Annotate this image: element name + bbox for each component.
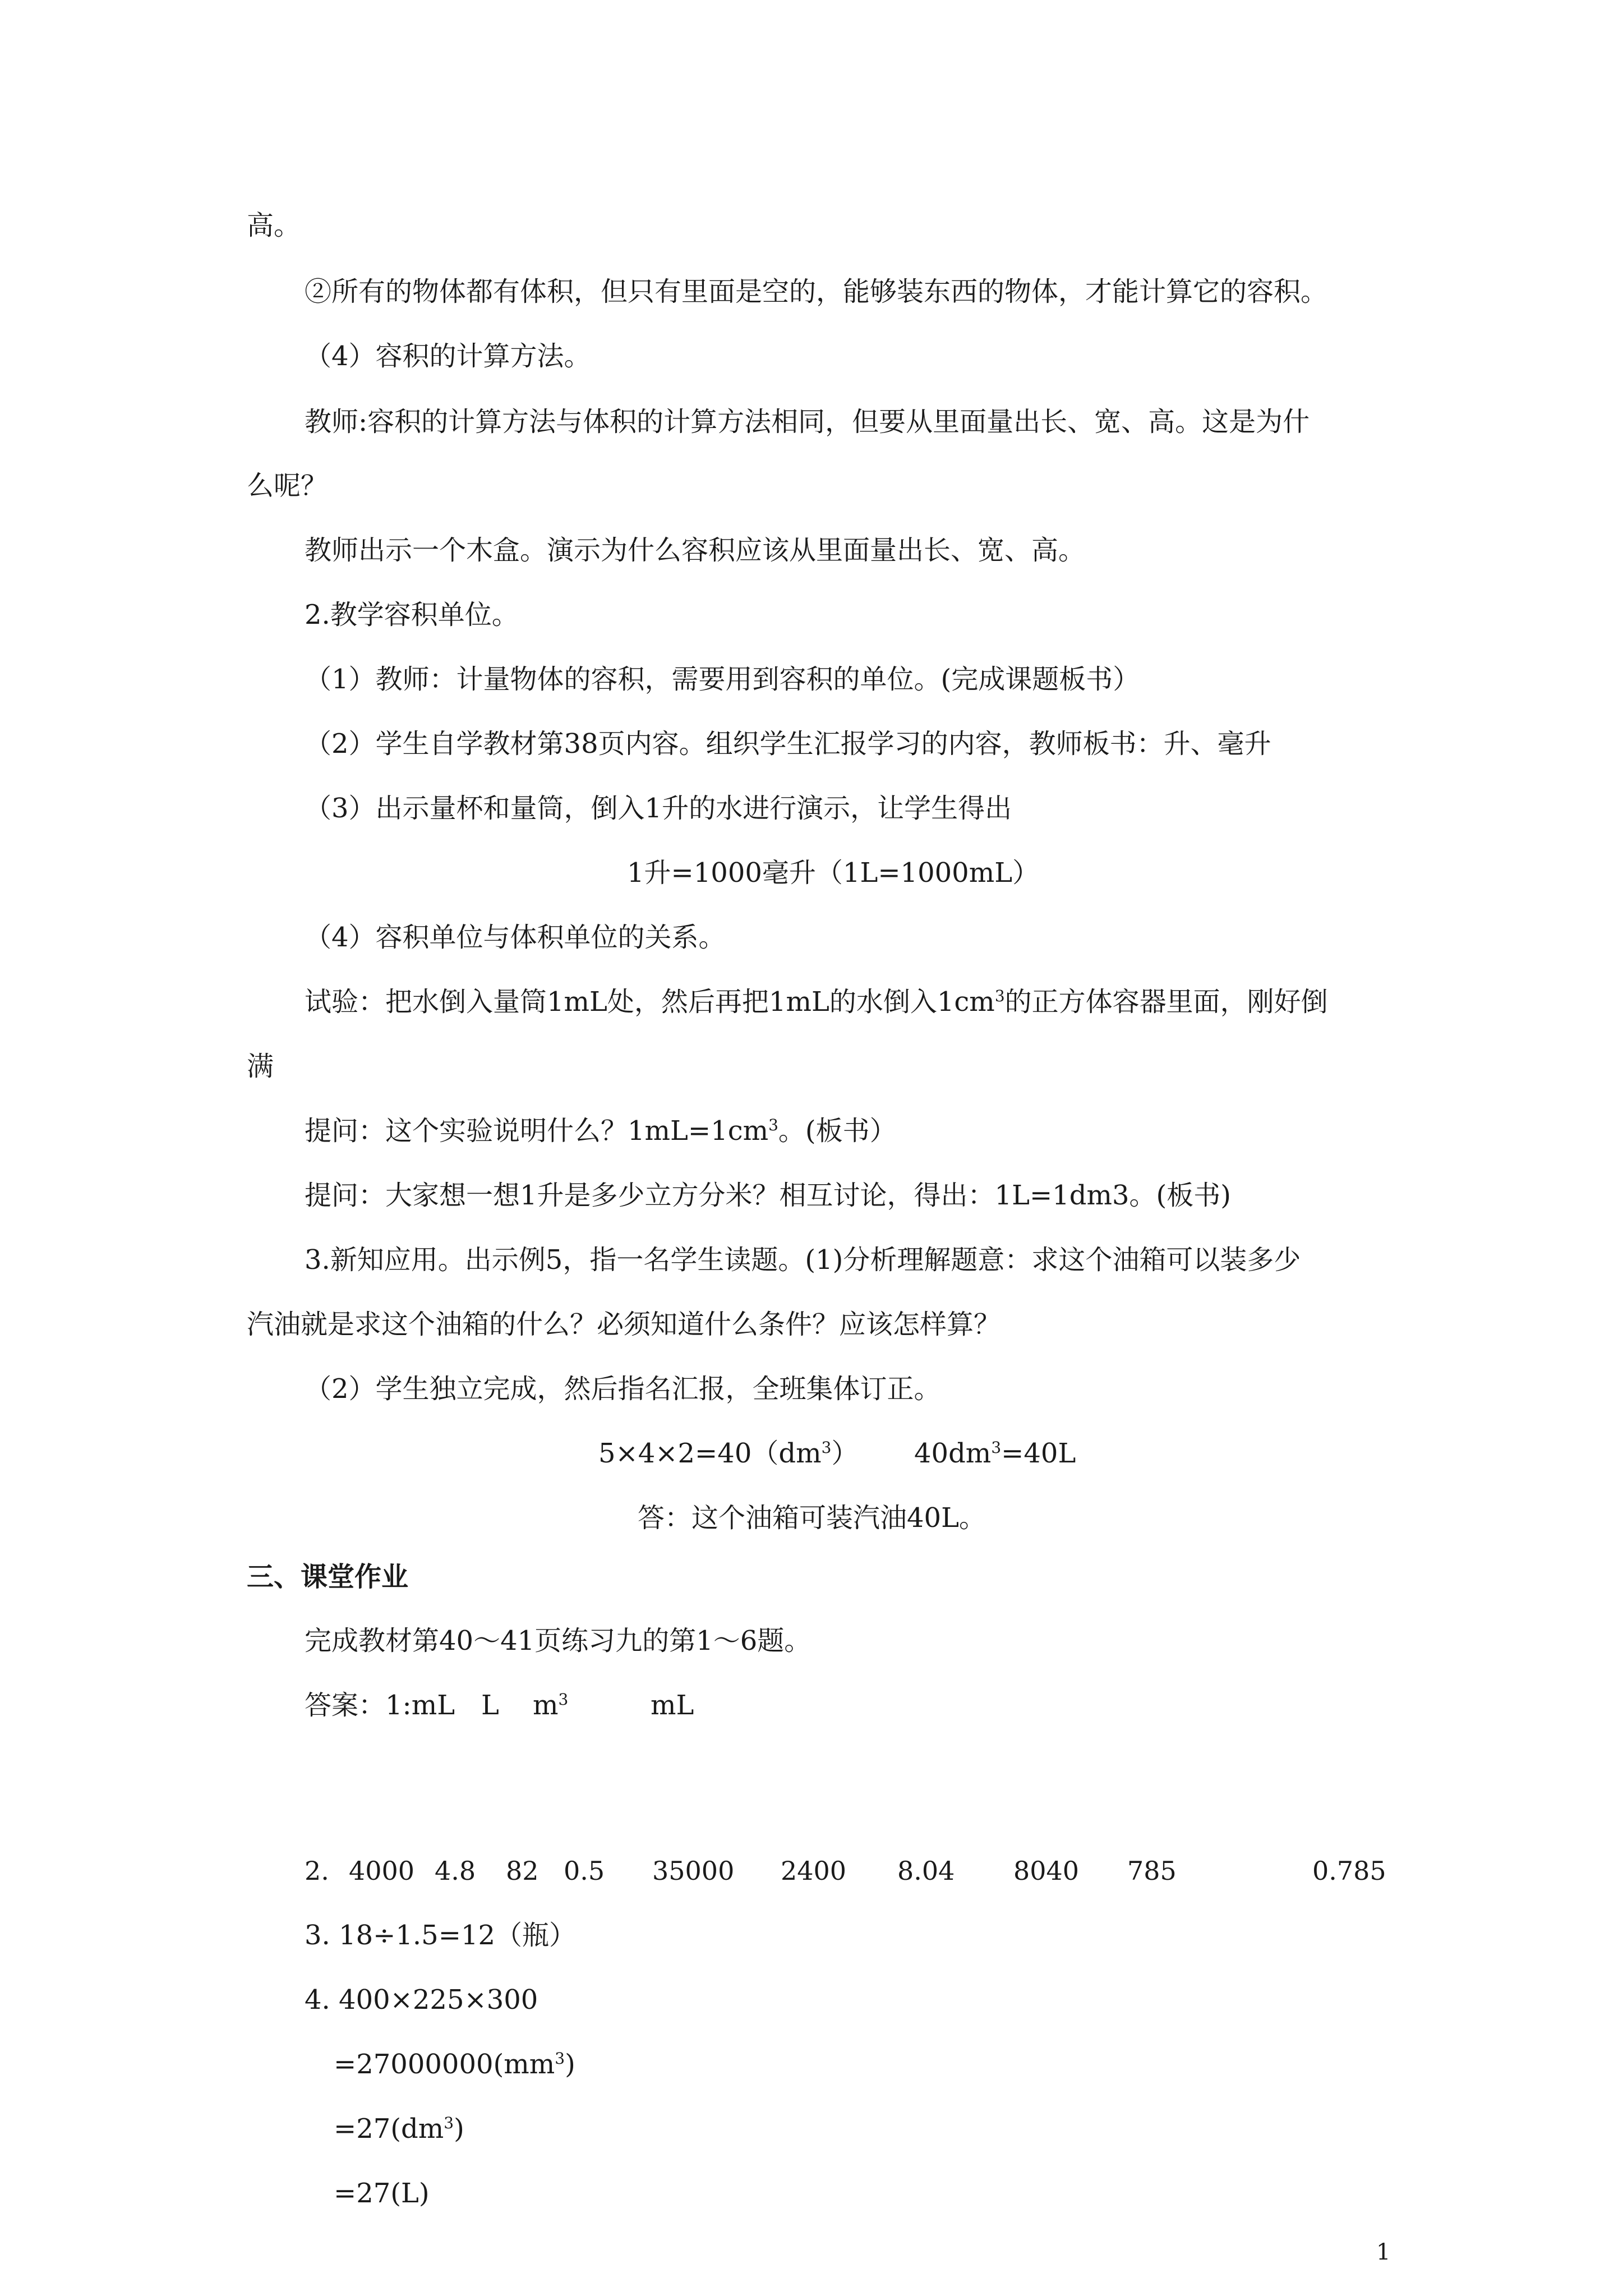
- answer-line: mL: [651, 1690, 694, 1721]
- answer-value: 0.785: [1312, 1856, 1386, 1886]
- formula-line: $5\times 4\times 2=40(dm^3)$: [598, 1438, 859, 1469]
- para-line: 满: [247, 1051, 274, 1082]
- answer-value: 35000: [652, 1856, 735, 1886]
- para-line: （3）出示量杯和量筒，倒入1升的水进行演示，让学生得出: [305, 793, 1012, 824]
- answer-line: $=27000000(mm^3)$: [334, 2049, 575, 2080]
- answer-line: 答：这个油箱可装汽油40L。: [638, 1502, 986, 1534]
- section-subheading: 2.教学容积单位。: [305, 599, 519, 631]
- para-line: 汽油就是求这个油箱的什么？必须知道什么条件？应该怎样算？: [247, 1309, 1001, 1340]
- page-number: 1: [1376, 2239, 1391, 2265]
- para-line: 高。: [247, 210, 301, 241]
- section-heading: 三、课堂作业: [247, 1561, 409, 1593]
- para-line: （2）学生自学教材第38页内容。组织学生汇报学习的内容，教师板书：升、毫升: [305, 728, 1271, 760]
- para-line: 提问：大家想一想1升是多少立方分米？相互讨论，得出：1L=1dm3。(板书): [305, 1180, 1231, 1211]
- para-line: 么呢？: [247, 470, 328, 501]
- answer-value: 8040: [1013, 1856, 1080, 1886]
- answer-line: 3. 18÷1.5=12（瓶）: [305, 1920, 576, 1951]
- para-line: 完成教材第40～41页练习九的第1～6题。: [305, 1625, 811, 1657]
- answer-value: 0.5: [564, 1856, 605, 1886]
- answer-line: L: [481, 1690, 499, 1721]
- answer-value: 4.8: [435, 1856, 476, 1886]
- answer-value: 2400: [781, 1856, 847, 1886]
- para-line: （4）容积单位与体积单位的关系。: [305, 922, 726, 953]
- answer-line: $=27(dm^3)$: [334, 2113, 464, 2145]
- para-line: 3.新知应用。出示例5，指一名学生读题。(1)分析理解题意：求这个油箱可以装多少: [305, 1244, 1301, 1276]
- answer-value: 785: [1127, 1856, 1177, 1886]
- answer-value: 8.04: [897, 1856, 955, 1886]
- para-line: 教师:容积的计算方法与体积的计算方法相同，但要从里面量出长、宽、高。这是为什: [305, 406, 1310, 438]
- para-line: （2）学生独立完成，然后指名汇报，全班集体订正。: [305, 1373, 941, 1405]
- para-line: 教师出示一个木盒。演示为什么容积应该从里面量出长、宽、高。: [305, 535, 1086, 566]
- para-line: （1）教师：计量物体的容积，需要用到容积的单位。(完成课题板书）: [305, 664, 1140, 695]
- answer-value: 4000: [349, 1856, 415, 1886]
- answer-line: $m^3$: [533, 1690, 569, 1721]
- answer-line: =27(L): [334, 2178, 430, 2209]
- answer-line: 4. 400×225×300: [305, 1984, 538, 2016]
- para-line: （4）容积的计算方法。: [305, 341, 591, 372]
- answer-label: 2.: [305, 1856, 329, 1886]
- para-line: 试验：把水倒入量筒1mL处，然后再把1mL的水倒入$1cm^3$的正方体容器里面，刚好倒: [305, 986, 1328, 1018]
- answer-line: 答案：1:mL: [305, 1690, 455, 1721]
- answer-value: 82: [506, 1856, 539, 1886]
- formula-line: $40dm^3=40L$: [914, 1438, 1076, 1469]
- formula-line: 1升=1000毫升（1L=1000mL）: [627, 857, 1040, 889]
- para-line: 提问：这个实验说明什么？$1mL=1cm^3$。(板书）: [305, 1115, 897, 1147]
- para-line: ②所有的物体都有体积，但只有里面是空的，能够装东西的物体，才能计算它的容积。: [305, 276, 1328, 307]
